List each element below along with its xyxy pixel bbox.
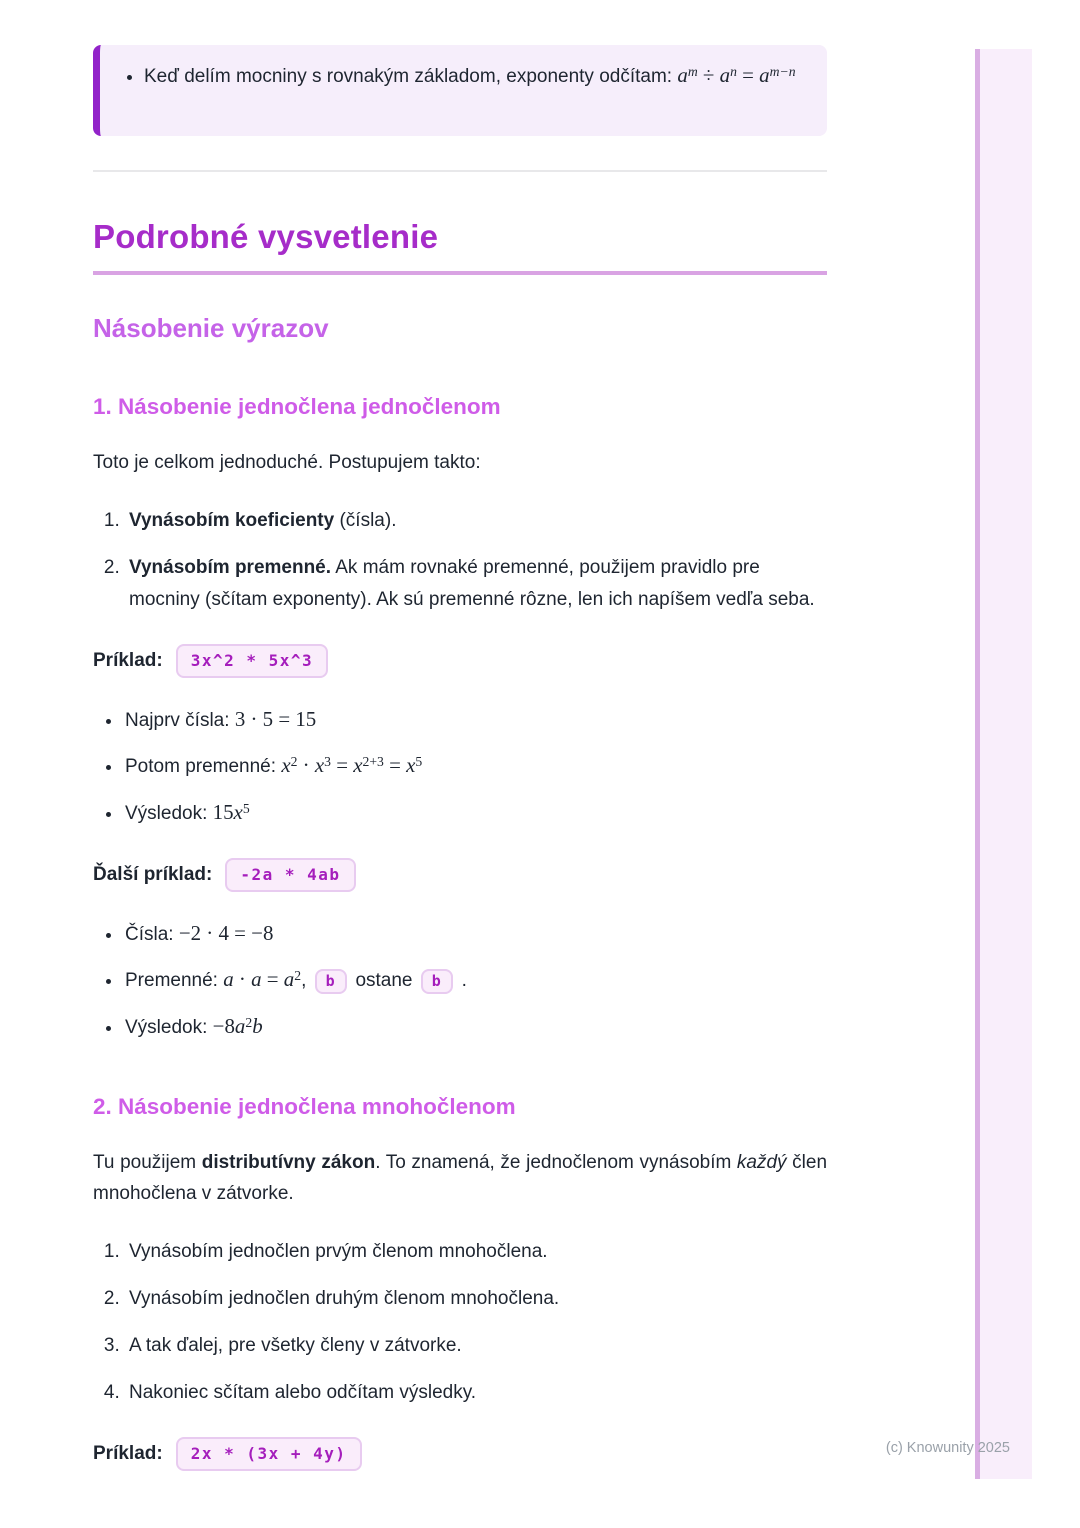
list-item: 4. Nakoniec sčítam alebo odčítam výsledky. [125, 1377, 827, 1409]
intro-paragraph-1: Toto je celkom jednoduché. Postupujem takto: [93, 452, 481, 473]
subsection-heading-2: 2. Násobenie jednočlena mnohočlenom [93, 1094, 516, 1119]
steps-list-2 [93, 1236, 827, 1409]
list-item: 3. A tak ďalej, pre všetky členy v zátvorke. [125, 1330, 827, 1362]
rule-callout-list [100, 59, 803, 94]
list-item: 2. Vynásobím premenné. Ak mám rovnaké premenné, použijem pravidlo pre mocniny (sčítam exponenty). Ak sú premenné rôzne, len ich napíšem vedľa seba. [125, 552, 827, 616]
example-label: Príklad: [93, 1443, 163, 1464]
section-heading-nasobenie-vyrazov: Násobenie výrazov [93, 313, 329, 343]
steps-list-1 [93, 505, 827, 616]
rule-callout [93, 45, 827, 136]
inline-code-chip: b [421, 969, 454, 994]
list-item: • Najprv čísla: 3 · 5 = 15 [123, 704, 827, 736]
list-item: • Výsledok: $15x^5$ [123, 797, 827, 830]
list-item: • Čísla: −2 · 4 = −8 [123, 918, 827, 950]
bullet-list-1 [93, 704, 827, 830]
code-chip: 2x * (3x + 4y) [176, 1437, 362, 1471]
list-item: 1. Vynásobím koeficienty (čísla). [125, 505, 827, 537]
copyright-notice: (c) Knowunity 2025 [885, 1440, 1010, 1456]
list-item: • Potom premenné: $x^2 \cdot x^3 = x^{2+3} = x^5$ [123, 750, 827, 783]
code-chip: 3x^2 * 5x^3 [176, 644, 328, 678]
document-content [93, 45, 827, 1471]
bullet-list-2 [93, 918, 827, 1044]
inline-code-chip: b [315, 969, 348, 994]
rule-callout-item: • Keď delím mocniny s rovnakým základom, exponenty odčítam: $a^m \div a^n = a^{m-n}$ [144, 59, 803, 94]
code-chip: -2a * 4ab [225, 858, 355, 892]
list-item: • Výsledok: $-8a^2b$ [123, 1011, 827, 1044]
page-scroll-strip[interactable] [975, 49, 1032, 1479]
section-divider [93, 170, 827, 172]
list-item: 1. Vynásobím jednočlen prvým členom mnohočlena. [125, 1236, 827, 1268]
example-row-1 [93, 644, 827, 678]
example-label: Príklad: [93, 650, 163, 671]
example-row-2 [93, 858, 827, 892]
page-title: Podrobné vysvetlenie [93, 218, 827, 275]
example-row-3 [93, 1437, 827, 1471]
example-label: Ďalší príklad: [93, 864, 213, 885]
intro-paragraph-2: Tu použijem distributívny zákon. To znamená, že jednočlenom vynásobím každý člen mnohočlena v zátvorke. [93, 1152, 828, 1204]
subsection-heading-1: 1. Násobenie jednočlena jednočlenom [93, 394, 501, 419]
list-item: • Premenné: $a \cdot a = a^2$, b ostane b . [123, 964, 827, 997]
list-item: 2. Vynásobím jednočlen druhým členom mnohočlena. [125, 1283, 827, 1315]
